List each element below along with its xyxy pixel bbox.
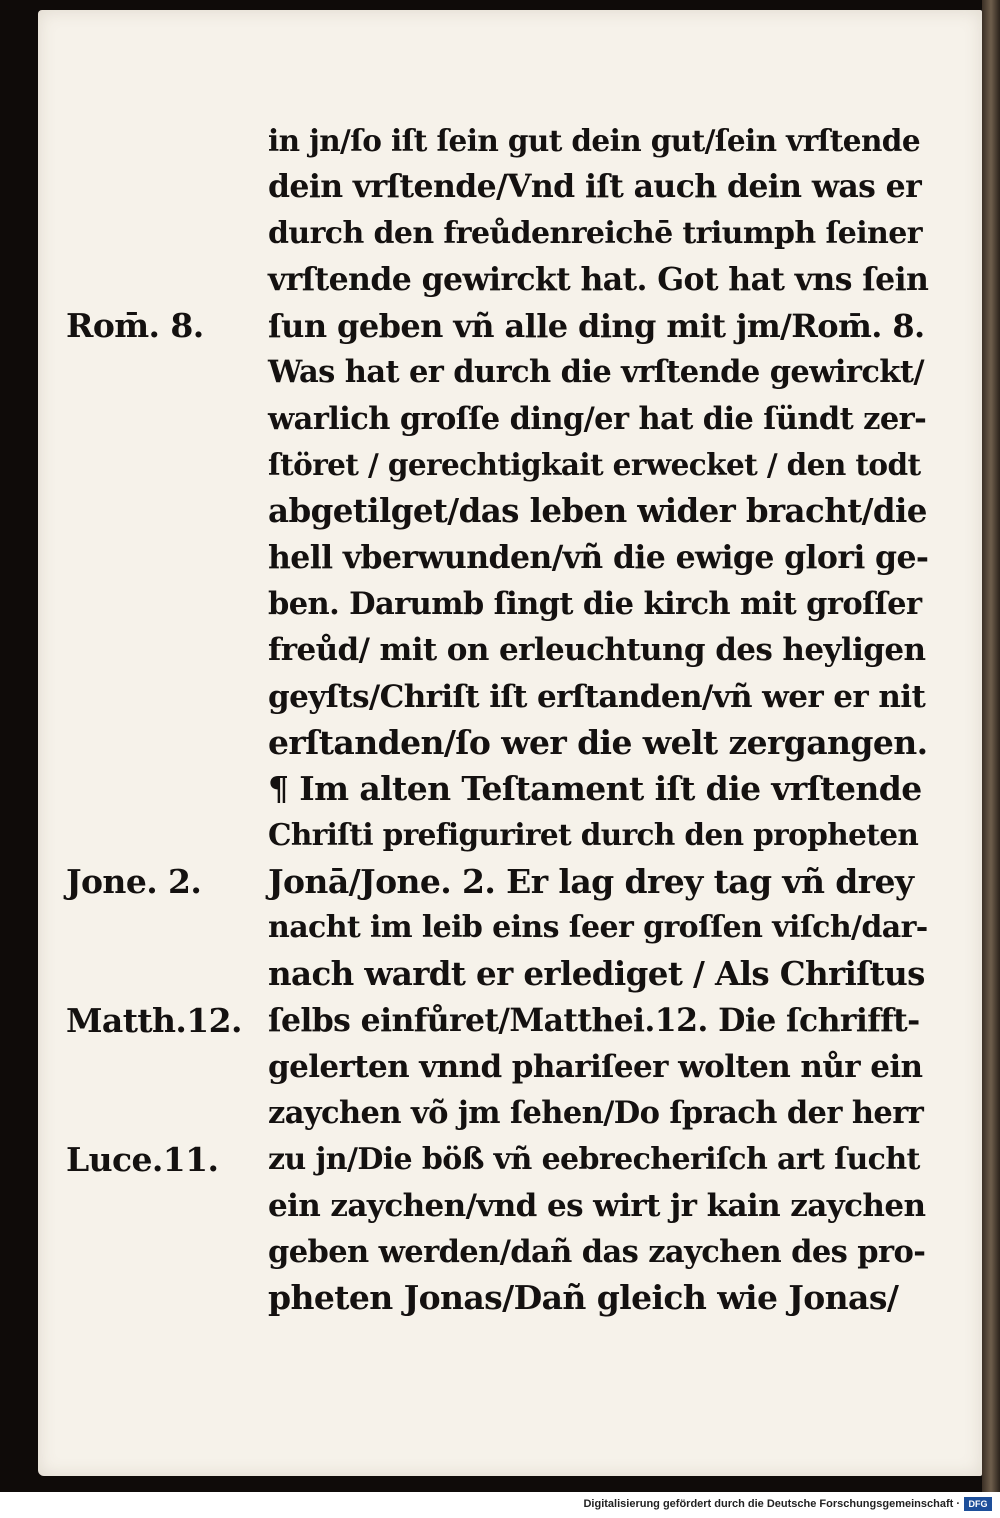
margin-note: Jone. 2. (66, 861, 202, 901)
text-line: ¶ Im alten Teſtament iſt die vrſtende (268, 769, 922, 809)
dfg-logo: DFG (964, 1497, 992, 1511)
body-text (268, 118, 928, 1322)
text-line: erſtanden/ſo wer die welt zergangen. (268, 722, 928, 762)
book-edge (982, 0, 1000, 1492)
footer (0, 1492, 1000, 1518)
text-line: pheten Jonas/Dañ gleich wie Jonas/ (268, 1278, 899, 1318)
text-line: hell vberwunden/vñ die ewige glori ge- (268, 538, 929, 576)
text-line: ſtöret / gerechtigkait erwecket / den todt (268, 447, 921, 483)
text-line: durch den freůdenreichē triumph ſeiner (268, 215, 922, 251)
text-line: vrſtende gewirckt hat. Got hat vns ſein (268, 260, 929, 298)
text-line: nacht im leib eins ſeer groſſen viſch/dar- (268, 910, 928, 946)
text-line: dein vrſtende/Vnd iſt auch dein was er (268, 168, 922, 206)
text-line: freůd/ mit on erleuchtung des heyligen (268, 632, 926, 669)
text-line: zaychen võ jm ſehen/Do ſprach der herr (268, 1095, 924, 1132)
text-line: Was hat er durch die vrſtende gewirckt/ (268, 354, 924, 391)
text-line: abgetilget/das leben wider bracht/die (268, 491, 927, 531)
text-line: Jonā/Jone. 2. Er lag drey tag vñ drey (268, 861, 914, 901)
text-line: nach wardt er erlediget / Als Chriſtus (268, 954, 925, 994)
text-line: geben werden/dañ das zaychen des pro- (268, 1234, 926, 1271)
footer-credit: Digitalisierung gefördert durch die Deutsche Forschungsgemeinschaft · (583, 1498, 960, 1510)
text-line: warlich groſſe ding/er hat die ſündt zer- (268, 400, 927, 437)
text-line: ein zaychen/vnd es wirt jr kain zaychen (268, 1187, 926, 1224)
text-line: geyſts/Chriſt iſt erſtanden/vñ wer er nit (268, 678, 926, 715)
margin-note: Matth.12. (66, 1000, 242, 1040)
margin-note: Rom̄. 8. (66, 306, 204, 346)
margin-note: Luce.11. (66, 1139, 219, 1179)
text-line: ſun geben vñ alle ding mit jm/Rom̄. 8. (268, 307, 925, 346)
text-line: ben. Darumb ſingt die kirch mit groſſer (268, 585, 922, 622)
text-line: gelerten vnnd phariſeer wolten nůr ein (268, 1048, 923, 1085)
text-line: ſelbs einfůret/Matthei.12. Die ſchrifft- (268, 1001, 920, 1039)
text-line: Chriſti prefiguriret durch den propheten (268, 817, 919, 853)
text-line: in jn/ſo iſt ſein gut dein gut/ſein vrſtende (268, 123, 920, 158)
text-line: zu jn/Die böß vñ eebrecheriſch art ſucht (268, 1141, 920, 1177)
